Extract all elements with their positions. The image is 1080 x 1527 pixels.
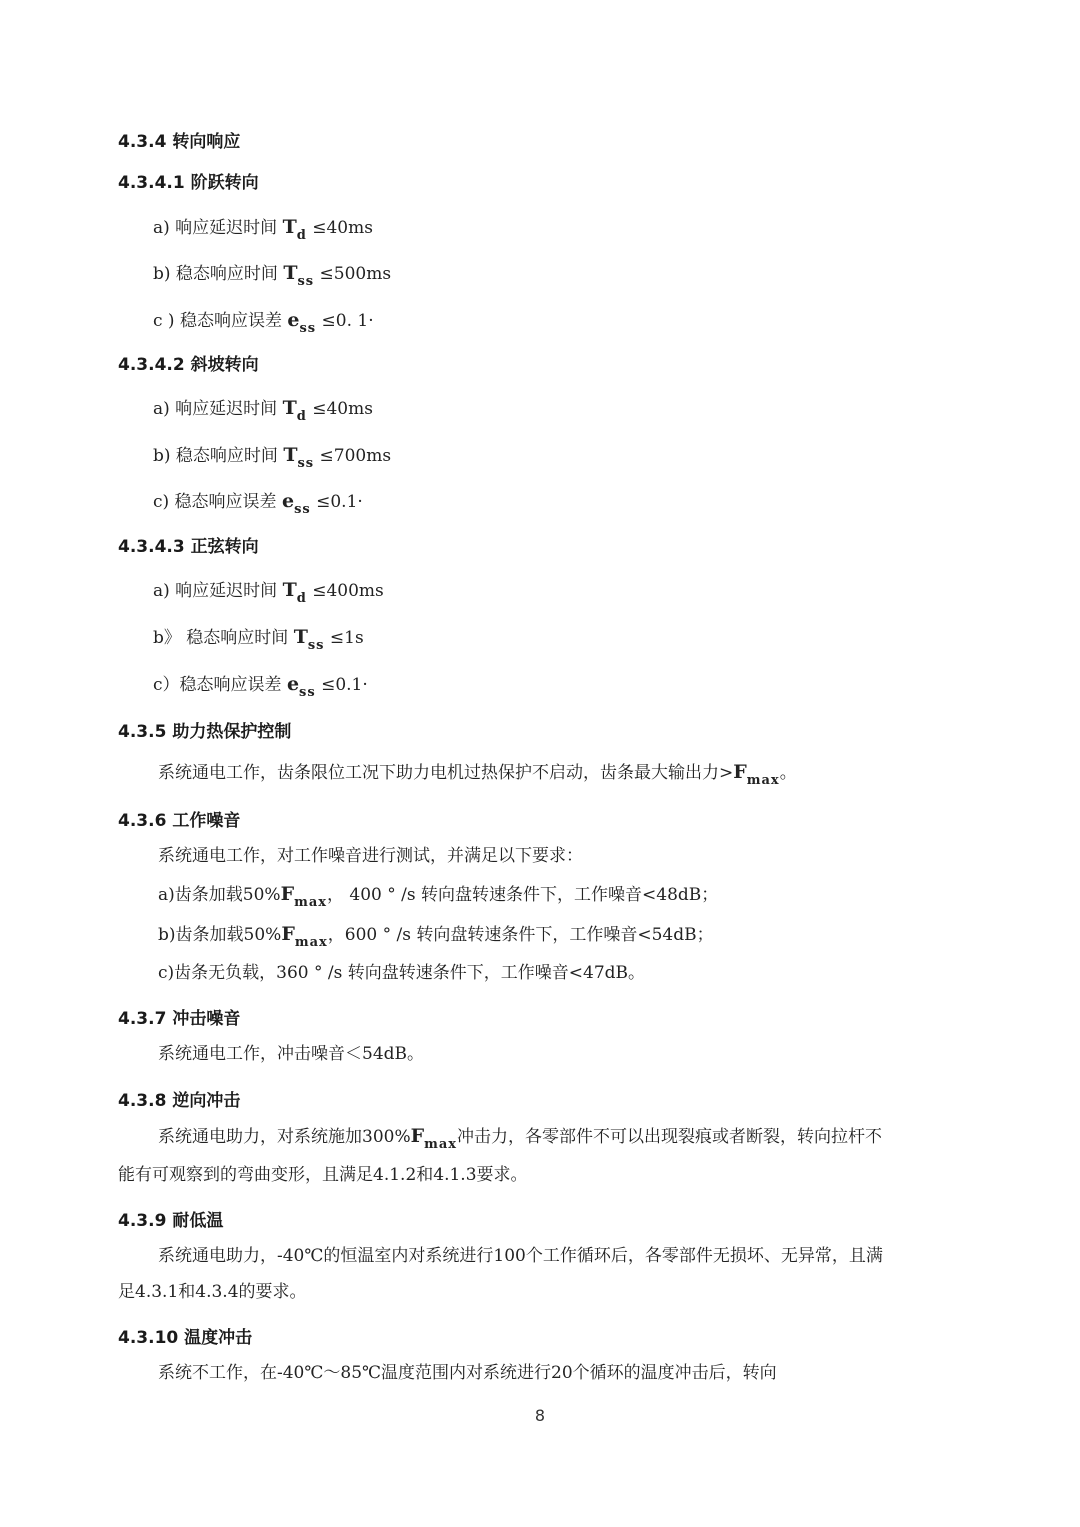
list-item: b) 稳态响应时间 $T_{ss} \le 500ms$ [153, 262, 392, 289]
list-item: b》 稳态响应时间 $T_{ss} \le 1s$ [153, 626, 364, 653]
list-item: c）稳态响应误差 $e_{ss} \le 0.1\cdot$ [153, 673, 368, 700]
list-item: a) 响应延迟时间 $T_d \le 40ms$ [153, 397, 373, 424]
subsection-heading: 4.3.4.3 正弦转向 [118, 537, 259, 557]
paragraph: 系统不工作，在-40℃～85℃温度范围内对系统进行20个循环的温度冲击后，转向 [158, 1363, 777, 1383]
paragraph: 系统通电工作，冲击噪音＜54dB。 [158, 1044, 425, 1064]
paragraph: 系统通电助力，对系统施加$300\%F_{max}$冲击力，各零部件不可以出现裂痕或者断裂，转向拉杆不 [158, 1125, 883, 1152]
list-item: b) 稳态响应时间 $T_{ss} \le 700ms$ [153, 444, 392, 471]
subsection-heading: 4.3.4.1 阶跃转向 [118, 173, 259, 193]
list-item: a)齿条加载$50\%F_{max}$， 400 ° /s 转向盘转速条件下，工作噪音<48dB； [158, 883, 719, 910]
paragraph: 系统通电助力，-40℃的恒温室内对系统进行100个工作循环后，各零部件无损坏、无异常，且满 [158, 1246, 883, 1266]
paragraph: 系统通电工作，对工作噪音进行测试，并满足以下要求： [158, 846, 583, 866]
section-heading: 4.3.7 冲击噪音 [118, 1009, 241, 1029]
list-item: a) 响应延迟时间 $T_d \le 400ms$ [153, 579, 384, 606]
list-item: c) 稳态响应误差 $e_{ss} \le 0.1\cdot$ [153, 490, 363, 517]
section-heading: 4.3.6 工作噪音 [118, 811, 241, 831]
list-item: c)齿条无负载，360 ° /s 转向盘转速条件下，工作噪音<47dB。 [158, 963, 646, 983]
section-heading: 4.3.8 逆向冲击 [118, 1091, 241, 1111]
list-item: a) 响应延迟时间 $T_d \le 40ms$ [153, 216, 373, 243]
section-heading: 4.3.4 转向响应 [118, 132, 241, 152]
page-number: 8 [534, 1406, 546, 1425]
section-heading: 4.3.9 耐低温 [118, 1211, 224, 1231]
list-item: b)齿条加载$50\%F_{max}$，600 ° /s 转向盘转速条件下，工作噪音<54dB； [158, 923, 714, 950]
paragraph: 系统通电工作，齿条限位工况下助力电机过热保护不启动，齿条最大输出力$>F_{max}$。 [158, 761, 797, 788]
paragraph-continuation: 足4.3.1和4.3.4的要求。 [118, 1282, 307, 1302]
list-item: c ) 稳态响应误差 $e_{ss} \le 0$. 1· [153, 309, 374, 336]
paragraph-continuation: 能有可观察到的弯曲变形，且满足4.1.2和4.1.3要求。 [118, 1165, 528, 1185]
section-heading: 4.3.5 助力热保护控制 [118, 722, 292, 742]
section-heading: 4.3.10 温度冲击 [118, 1328, 253, 1348]
subsection-heading: 4.3.4.2 斜坡转向 [118, 355, 259, 375]
